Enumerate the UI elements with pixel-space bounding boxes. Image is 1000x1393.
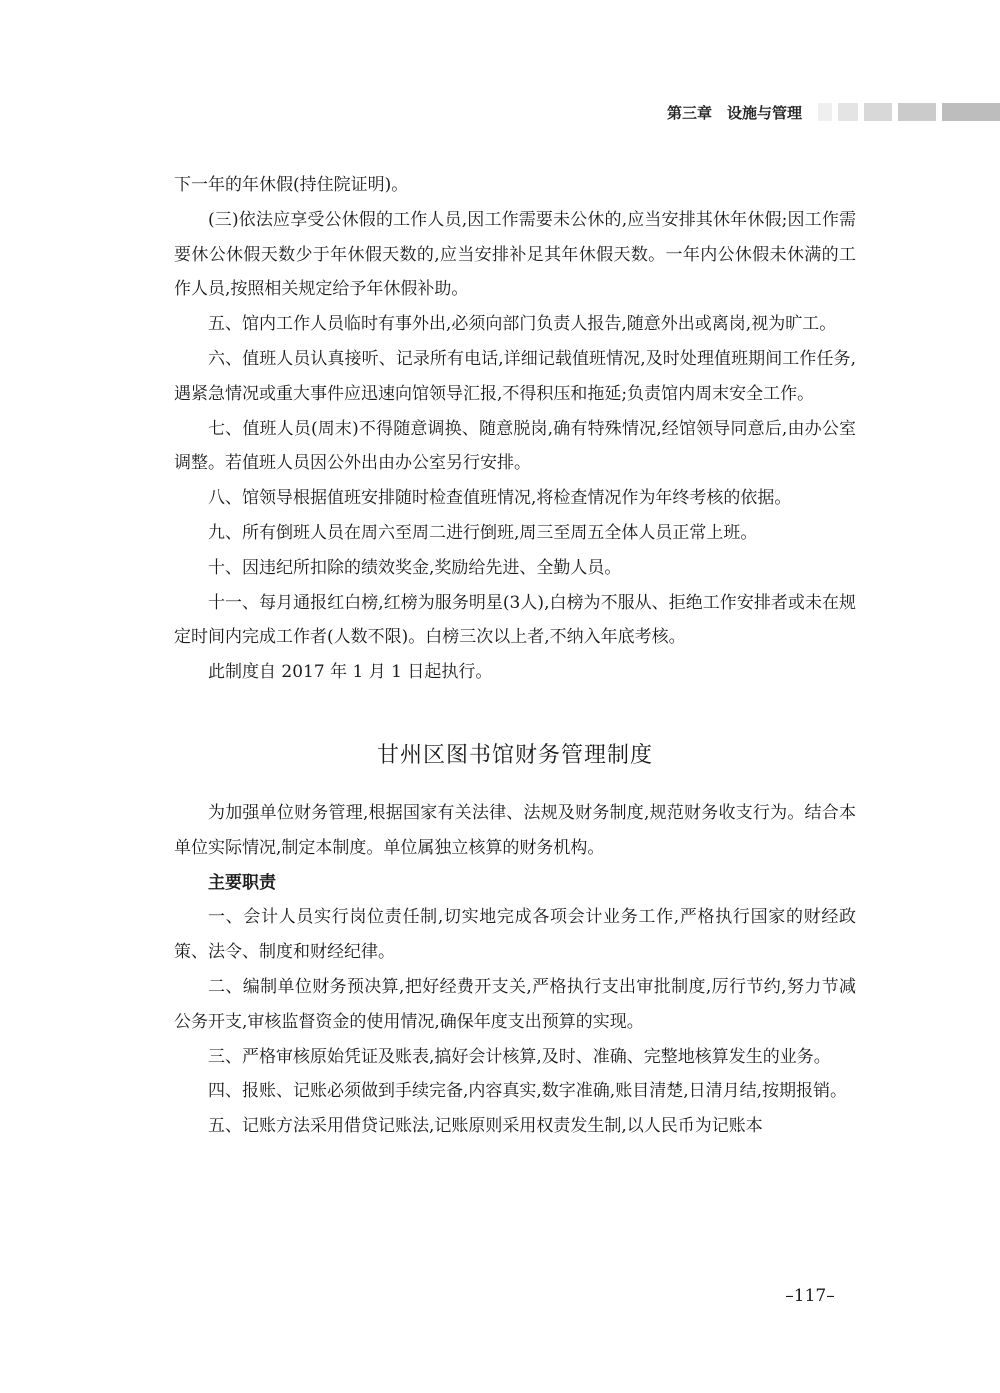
paragraph: 七、值班人员(周末)不得随意调换、随意脱岗,确有特殊情况,经馆领导同意后,由办公室调整。若值班人员因公外出由办公室另行安排。 [174, 418, 856, 474]
paragraph: 八、馆领导根据值班安排随时检查值班情况,将检查情况作为年终考核的依据。 [208, 488, 792, 509]
paragraph: 五、馆内工作人员临时有事外出,必须向部门负责人报告,随意外出或离岗,视为旷工。 [208, 314, 837, 335]
paragraph: (三)依法应享受公休假的工作人员,因工作需要未公休的,应当安排其休年休假;因工作需要休公休假天数少于年休假天数的,应当安排补足其年休假天数。一年内公休假未休满的工作人员,按照相关规定给予年休假补助。 [174, 209, 856, 300]
chapter-title: 第三章 设施与管理 [666, 103, 802, 122]
header-block [898, 103, 936, 121]
header-block [818, 103, 832, 121]
header-block [838, 103, 858, 121]
paragraph: 九、所有倒班人员在周六至周二进行倒班,周三至周五全体人员正常上班。 [208, 522, 758, 543]
list-item: 五、记账方法采用借贷记账法,记账原则采用权责发生制,以人民币为记账本 [208, 1116, 763, 1137]
header-block [864, 103, 892, 121]
list-item: 三、严格审核原始凭证及账表,搞好会计核算,及时、准确、完整地核算发生的业务。 [208, 1046, 831, 1067]
paragraph: 十、因违纪所扣除的绩效奖金,奖励给先进、全勤人员。 [208, 557, 622, 578]
paragraph: 此制度自 2017 年 1 月 1 日起执行。 [208, 662, 493, 683]
section-subhead: 主要职责 [208, 872, 276, 893]
list-item: 一、会计人员实行岗位责任制,切实地完成各项会计业务工作,严格执行国家的财经政策、法令、制度和财经纪律。 [174, 907, 856, 963]
list-item: 四、报账、记账必须做到手续完备,内容真实,数字准确,账目清楚,日清月结,按期报销。 [208, 1081, 848, 1102]
header-block [942, 103, 1000, 121]
paragraph: 十一、每月通报红白榜,红榜为服务明星(3人),白榜为不服从、拒绝工作安排者或未在规定时间内完成工作者(人数不限)。白榜三次以上者,不纳入年底考核。 [174, 592, 856, 648]
running-header [667, 100, 1000, 124]
section-intro: 为加强单位财务管理,根据国家有关法律、法规及财务制度,规范财务收支行为。结合本单位实际情况,制定本制度。单位属独立核算的财务机构。 [174, 802, 856, 858]
section-title: 甘州区图书馆财务管理制度 [376, 742, 653, 768]
paragraph: 下一年的年休假(持住院证明)。 [174, 175, 409, 195]
header-decoration [812, 103, 1000, 121]
page-number: –117– [785, 1286, 835, 1306]
list-item: 二、编制单位财务预决算,把好经费开支关,严格执行支出审批制度,厉行节约,努力节减公务开支,审核监督资金的使用情况,确保年度支出预算的实现。 [174, 976, 856, 1032]
body-text [174, 168, 856, 1144]
paragraph: 六、值班人员认真接听、记录所有电话,详细记载值班情况,及时处理值班期间工作任务,遇紧急情况或重大事件应迅速向馆领导汇报,不得积压和拖延;负责馆内周末安全工作。 [174, 348, 856, 404]
